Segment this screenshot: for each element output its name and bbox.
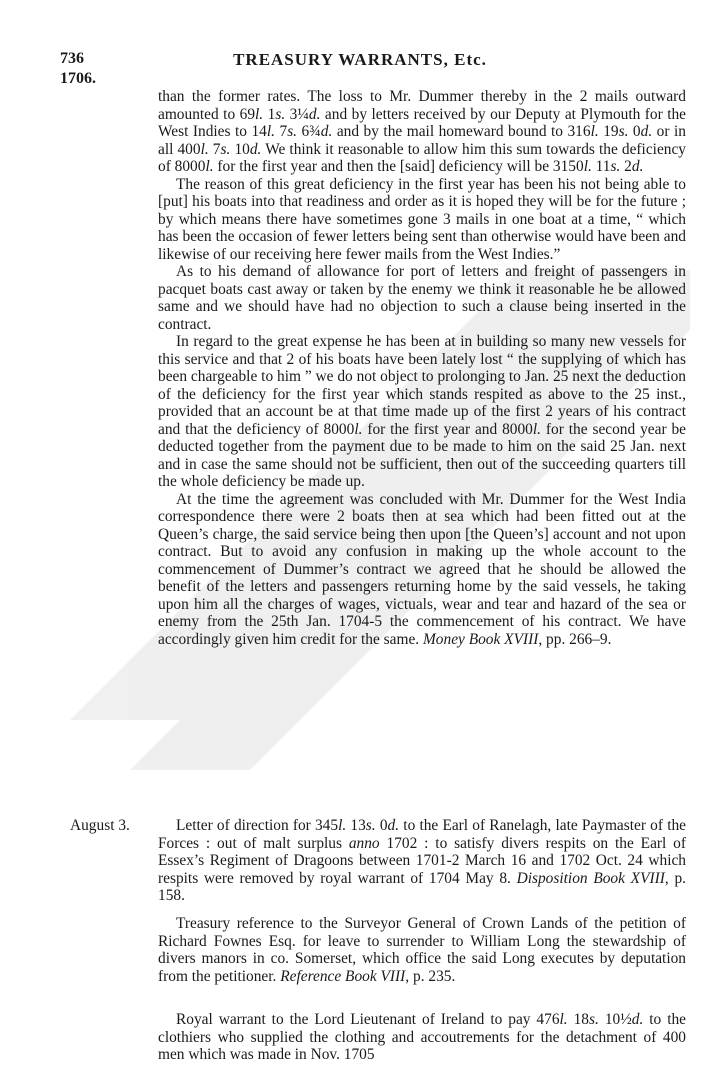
page-number: 736 [60, 50, 84, 67]
entry-text: Royal warrant to the Lord Lieutenant of Ireland to pay 476l. 18s. 10½d. to the clothiers who supplied the clothing and accoutrements for the detachment of 400 men which was made in Nov. 1705 [158, 1011, 687, 1063]
paragraph-2: The reason of this great deficiency in the first year has been his not being able to [put] his boats into that readiness and order as it is hoped they will be for the future ; by which means there have sometimes gone 3 mails in one boat at a time, “ which has been the occasion of fewer letters being sent than otherwise would have been and likewise of our receiving here fewer mails from the West Indies.” [158, 175, 686, 263]
entry-fownes-petition [158, 915, 686, 985]
entry-text: Letter of direction for 345l. 13s. 0d. to the Earl of Ranelagh, late Paymaster of the Forces : out of malt surplus anno 1702 : to satisfy divers respits on the Earl of Essex’s Regiment of Dragoons between 1701-2 March 16 and 1702 Oct. 24 which respits were removed by royal warrant of 1704 May 8. Disposition Book XVIII, p. 158. [158, 817, 686, 904]
main-text [158, 88, 686, 648]
paragraph-1: than the former rates. The loss to Mr. Dummer thereby in the 2 mails outward amounted to 69l. 1s. 3¼d. and by letters received by our Deputy at Plymouth for the West Indies to 14l. 7s. 6¾d. and by the mail homeward bound to 316l. 19s. 0d. or in all 400l. 7s. 10d. We think it reasonable to allow him this sum towards the deficiency of 8000l. for the first year and then the [said] deficiency will be 3150l. 11s. 2d. [158, 88, 687, 175]
paragraph-5: At the time the agreement was concluded with Mr. Dummer for the West India correspondence there were 2 boats then at sea which had been fitted out at the Queen’s charge, the said service being then upon [the Queen’s] account and not upon contract. But to avoid any confusion in making up the whole account to the commencement of Dummer’s contract we agreed that he should be allowed the benefit of the letters and passengers returning home by the said vessels, he taking upon him all the charges of wages, victuals, wear and tear and hazard of the sea or enemy from the 25th Jan. 1704-5 the commencement of his contract. We have accordingly given him credit for the same. Money Book XVIII, pp. 266–9. [158, 490, 686, 648]
entry-royal-warrant-ireland [158, 1011, 686, 1064]
margin-date: August 3. [70, 817, 130, 834]
paragraph-4: In regard to the great expense he has been at in building so many new vessels for this service and that 2 of his boats have been lately lost “ the supplying of which has been chargeable to him ” we do not object to prolonging to Jan. 25 next the deduction of the deficiency for the first year which stands respited as above to the 25 inst., provided that an account be at that time made up of the first 2 years of his contract and that the deficiency of 8000l. for the first year and 8000l. for the second year be deducted together from the payment due to be made to him on the said 25 Jan. next and in case the same should not be sufficient, then out of the succeeding quarters till the whole deficiency be made up. [158, 333, 687, 490]
running-title: TREASURY WARRANTS, Etc. [233, 50, 487, 69]
margin-year: 1706. [60, 70, 96, 87]
paragraph-3: As to his demand of allowance for port of letters and freight of passengers in pacquet boats cast away or taken by the enemy we think it reasonable he be allowed same and we should have had no objection to such a clause being inserted in the contract. [158, 263, 686, 333]
entry-malt-surplus [158, 817, 686, 905]
entry-text: Treasury reference to the Surveyor General of Crown Lands of the petition of Richard Fownes Esq. for leave to surrender to William Long the stewardship of divers manors in co. Somerset, which office the said Long executes by deputation from the petitioner. Reference Book VIII, p. 235. [158, 915, 686, 985]
